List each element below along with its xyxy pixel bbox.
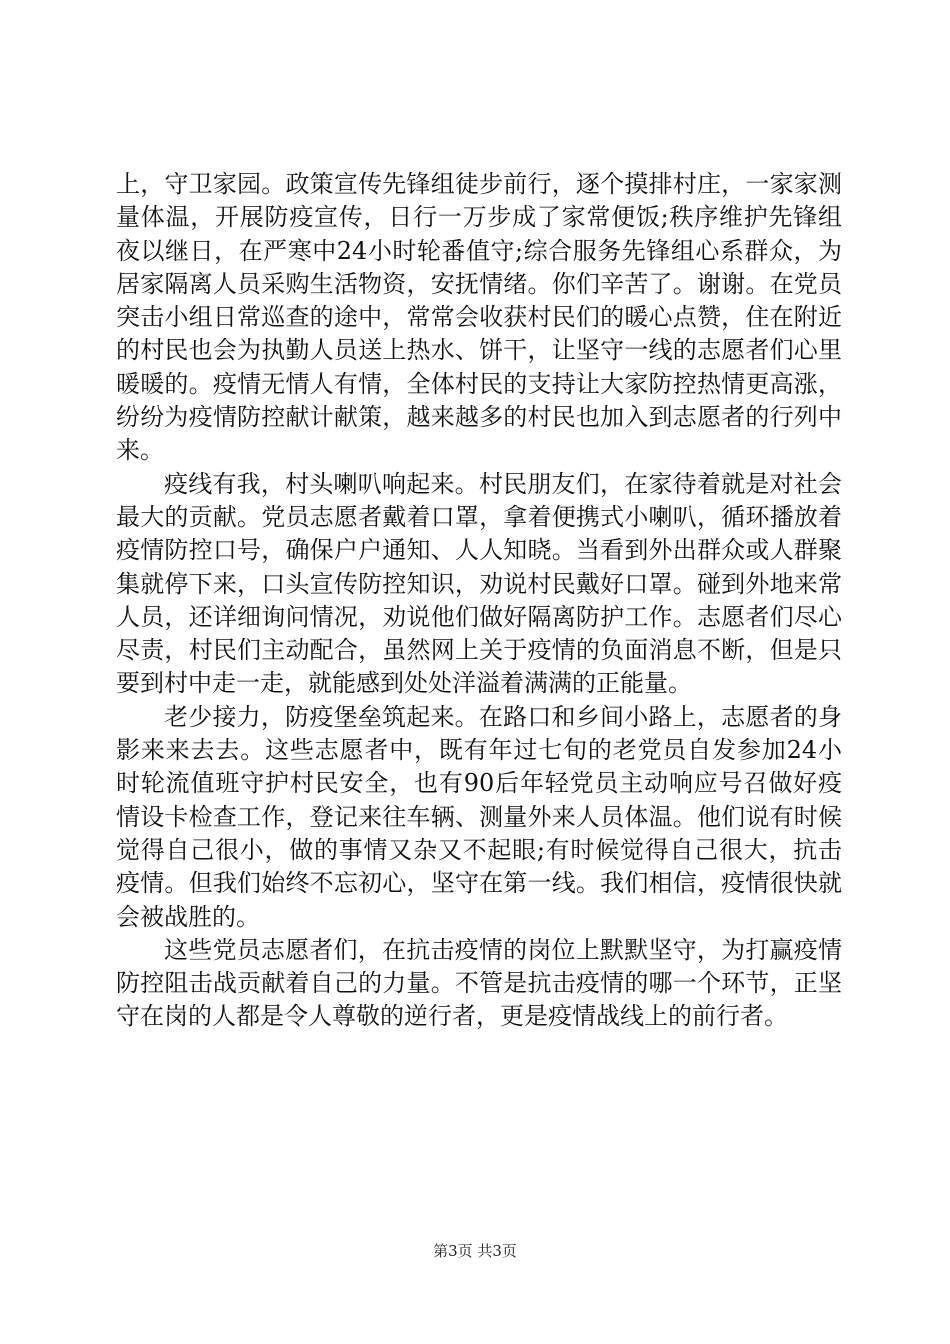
paragraph-loudspeaker: 疫线有我，村头喇叭响起来。村民朋友们，在家待着就是对社会最大的贡献。党员志愿者戴着口罩，拿着便携式小喇叭，循环播放着疫情防控口号，确保户户通知、人人知晓。当看到外出群众或人群聚集就停下来，口头宣传防控知识，劝说村民戴好口罩。碰到外地来常人员，还详细询问情况，劝说他们做好隔离防护工作。志愿者们尽心尽责，村民们主动配合，虽然网上关于疫情的负面消息不断，但是只要到村中走一走，就能感到处处洋溢着满满的正能量。 xyxy=(116,469,842,698)
paragraph-continuation: 上，守卫家园。政策宣传先锋组徒步前行，逐个摸排村庄，一家家测量体温，开展防疫宣传，日行一万步成了家常便饭;秩序维护先锋组夜以继日，在严寒中24小时轮番值守;综合服务先锋组心系群众，为居家隔离人员采购生活物资，安抚情绪。你们辛苦了。谢谢。在党员突击小组日常巡查的途中，常常会收获村民们的暖心点赞，住在附近的村民也会为执勤人员送上热水、饼干，让坚守一线的志愿者们心里暖暖的。疫情无情人有情，全体村民的支持让大家防控热情更高涨，纷纷为疫情防控献计献策，越来越多的村民也加入到志愿者的行列中来。 xyxy=(116,170,842,465)
document-body xyxy=(116,168,842,1034)
paragraph-conclusion: 这些党员志愿者们，在抗击疫情的岗位上默默坚守，为打赢疫情防控阻击战贡献着自己的力量。不管是抗击疫情的哪一个环节，正坚守在岗的人都是令人尊敬的逆行者，更是疫情战线上的前行者。 xyxy=(116,935,842,1031)
paragraph-relay: 老少接力，防疫堡垒筑起来。在路口和乡间小路上，志愿者的身影来来去去。这些志愿者中，既有年过七旬的老党员自发参加24小时轮流值班守护村民安全，也有90后年轻党员主动响应号召做好疫情设卡检查工作，登记来往车辆、测量外来人员体温。他们说有时候觉得自己很小，做的事情又杂又不起眼;有时候觉得自己很大，抗击疫情。但我们始终不忘初心，坚守在第一线。我们相信，疫情很快就会被战胜的。 xyxy=(116,702,842,931)
page-number-footer: 第3页 共3页 xyxy=(433,1242,517,1260)
